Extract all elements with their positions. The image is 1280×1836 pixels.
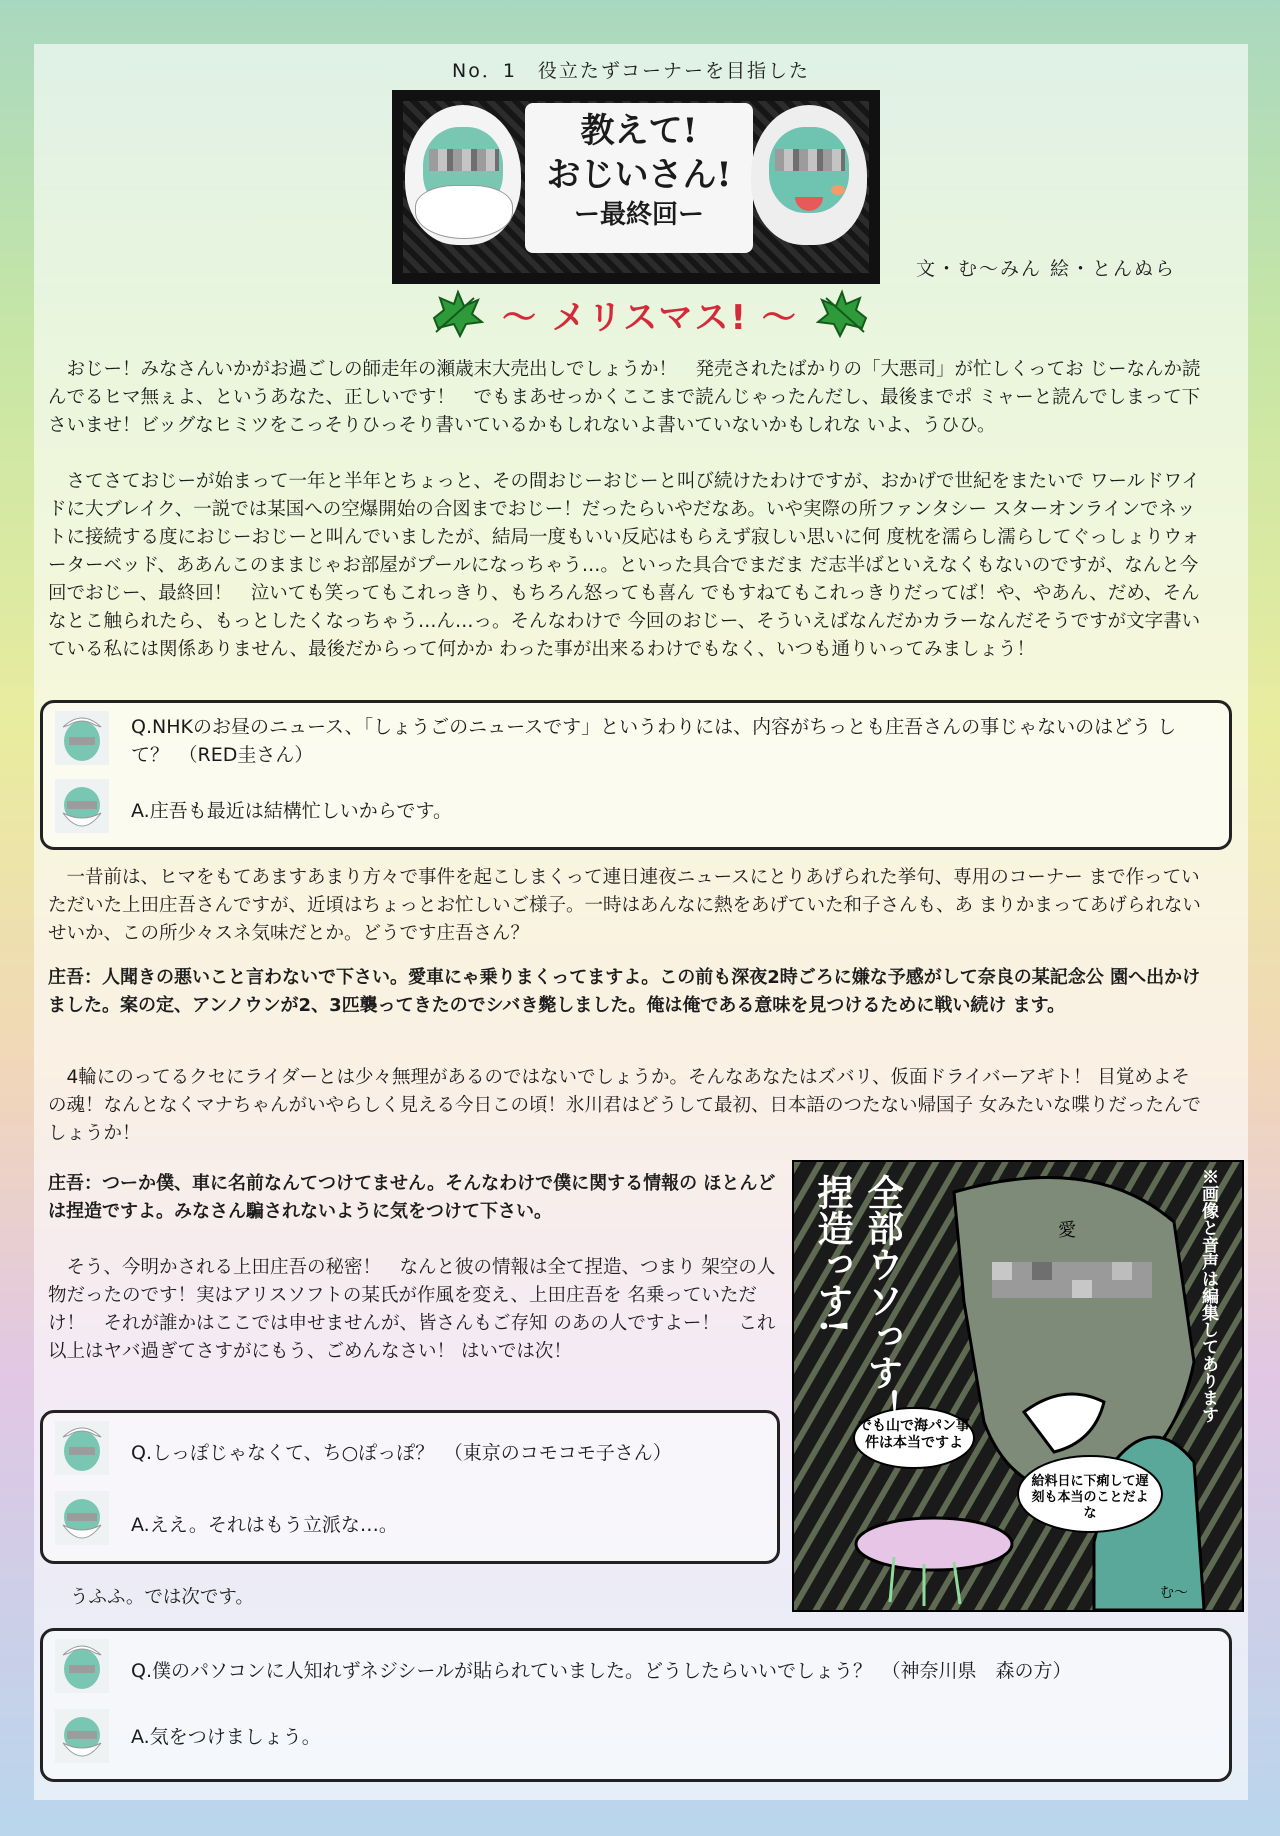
comic-headline: 全部ウソっす！ — [862, 1174, 904, 1426]
child-avatar-icon — [55, 1421, 109, 1475]
comic-forehead-kanji: 愛 — [1058, 1220, 1076, 1241]
qa-box-1 — [40, 700, 1232, 850]
comic-bubble-2: 給料日に下痢して遅刻も本当のことだよな — [1031, 1474, 1149, 1521]
shogo-reply-1: 庄吾：人聞きの悪いこと言わないで下さい。愛車にゃ乗りまくってますよ。この前も深夜2時ごろに嫌な予感がして奈良の某記念公 園へ出かけました。案の定、アンノウンが2、3匹襲ってきたのでシバき斃しました。俺は俺である意味を見つけるために戦い続け ます。 — [48, 967, 1201, 1016]
old-man-avatar-icon — [55, 1491, 109, 1545]
title-line-3: ー最終回ー — [573, 200, 704, 230]
comic-edit-note: ※画像と音声は編集してあります — [1198, 1168, 1218, 1423]
question-row — [55, 1639, 1217, 1699]
qa-box-2 — [40, 1410, 780, 1564]
qa-box-3 — [40, 1628, 1232, 1782]
comic-headline-2: 捏造っす! — [812, 1174, 854, 1334]
child-avatar-icon — [55, 711, 109, 765]
comic-bubble-1: でも山で海パン事件は本当ですよ — [858, 1418, 970, 1451]
title-banner — [392, 90, 880, 284]
old-man-avatar-icon — [55, 779, 109, 833]
question-text: Q.しっぽじゃなくて、ち○ぽっぽ？ （東京のコモコモ子さん） — [131, 1442, 672, 1464]
author-credit: 文・む〜みん 絵・とんぬら — [916, 258, 1177, 280]
holly-leaf-icon — [816, 288, 870, 338]
subtitle-row — [430, 284, 870, 344]
intro-paragraph-2: さてさておじーが始まって一年と半年とちょっと、その間おじーおじーと叫び続けたわけですが、おかげで世紀をまたいで ワールドワイドに大ブレイク、一説では某国への空爆開始の合図までおじー！だったらいやだなあ。いや実際の所ファンタシー スターオンラインでネットに接続する度におじーおじーと叫んでいましたが、結局一度もいい反応はもらえず寂しい思いに何 度枕を濡らし濡らしてぐっしょりウォーターベッド、ああんこのままじゃお部屋がプールになっちゃう…。といった具合でまだま だ志半ばといえなくもないのですが、なんと今回でおじー、最終回！ 泣いても笑ってもこれっきり、もちろん怒っても喜ん でもすねてもこれっきりだってば！や、やあん、だめ、そんなとこ触られたら、もっとしたくなっちゃう…ん…っ。そんなわけで 今回のおじー、そういえばなんだかカラーなんだそうですが文字書いている私には関係ありません、最後だからって何かか わった事が出来るわけでもなく、いつも通りいってみましょう！ — [48, 471, 1201, 660]
paragraph-6: うふふ。では次です。 — [70, 1587, 254, 1608]
question-text: Q.NHKのお昼のニュース、「しょうごのニュースです」というわりには、内容がちっとも庄吾さんの事じゃないのはどう して？ （RED圭さん） — [131, 716, 1177, 766]
child-avatar-icon — [55, 1639, 109, 1693]
answer-text: A.気をつけましょう。 — [131, 1726, 321, 1748]
subtitle: 〜 メリスマス! 〜 — [502, 298, 798, 338]
answer-row — [55, 779, 1217, 839]
issue-number: No．1 役立たずコーナーを目指した — [452, 60, 810, 82]
child-illustration — [751, 105, 867, 245]
title-line-1: 教えて! — [580, 111, 698, 151]
shogo-reply-2: 庄吾：つーか僕、車に名前なんてつけてません。そんなわけで僕に関する情報の ほとんどは捏造ですよ。みなさん騙されないように気をつけて下さい。 — [48, 1173, 776, 1222]
holly-leaf-icon — [430, 288, 484, 338]
question-text: Q.僕のパソコンに人知れずネジシールが貼られていました。どうしたらいいでしょう？ （神奈川県 森の方） — [131, 1660, 1072, 1682]
old-man-avatar-icon — [55, 1709, 109, 1763]
answer-text: A.ええ。それはもう立派な…。 — [131, 1514, 398, 1536]
paragraph-4: 4輪にのってるクセにライダーとは少々無理があるのではないでしょうか。そんなあなたはズバリ、仮面ドライバーアギト！ 目覚めよその魂！なんとなくマナちゃんがいやらしく見える今日この頃！氷川君はどうして最初、日本語のつたない帰国子 女みたいな喋りだったんでしょうか！ — [48, 1067, 1201, 1144]
comic-signature: む〜 — [1160, 1585, 1188, 1601]
paragraph-5: そう、今明かされる上田庄吾の秘密！ なんと彼の情報は全て捏造、つまり 架空の人物だったのです！実はアリスソフトの某氏が作風を変え、上田庄吾を 名乗っていただけ！ それが誰かはここでは申せませんが、皆さんもご存知 のあの人ですよー！ これ以上はヤバ過ぎてさすがにもう、ごめんなさい！ はいでは次！ — [48, 1257, 776, 1362]
answer-text: A.庄吾も最近は結構忙しいからです。 — [131, 800, 452, 822]
question-row — [55, 711, 1217, 771]
title-plate — [525, 103, 753, 253]
question-row — [55, 1421, 765, 1481]
answer-row — [55, 1709, 1217, 1769]
paragraph-3: 一昔前は、ヒマをもてあますあまり方々で事件を起こしまくって連日連夜ニュースにとりあげられた挙句、専用のコーナー まで作っていただいた上田庄吾さんですが、近頃はちょっとお忙しいご様子。一時はあんなに熱をあげていた和子さんも、あ まりかまってあげられないせいか、この所少々スネ気味だとか。どうです庄吾さん？ — [48, 867, 1201, 944]
comic-panel — [792, 1160, 1244, 1612]
title-line-2: おじいさん! — [546, 155, 732, 195]
answer-row — [55, 1491, 765, 1551]
old-man-illustration — [405, 105, 521, 245]
intro-paragraph-1: おじー！みなさんいかがお過ごしの師走年の瀬歳末大売出しでしょうか！ 発売されたばかりの「大悪司」が忙しくってお じーなんか読んでるヒマ無ぇよ、というあなた、正しいです！ でもまあせっかくここまで読んじゃったんだし、最後までポ ミャーと読んでしまって下さいませ！ビッグなヒミツをこっそりひっそり書いているかもしれないよ書いていないかもしれな いよ、うひひ。 — [48, 359, 1201, 436]
